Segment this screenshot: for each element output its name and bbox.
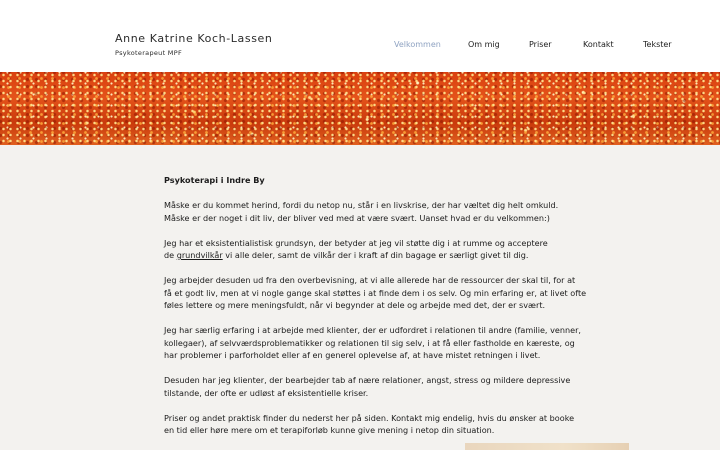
text-line: en tid eller høre mere om et terapiforløb kunne give mening i netop din situation.	[164, 425, 495, 435]
nav-item-velkommen[interactable]: Velkommen	[394, 40, 441, 49]
main-nav	[0, 40, 720, 54]
nav-item-tekster[interactable]: Tekster	[643, 40, 672, 49]
text-line: kollegaer), af selvværdsproblematikker og relationen til sig selv, i at få eller fastholde en kæreste, og	[164, 337, 575, 348]
text-fragment: vi alle deler, samt de vilkår der i kraft af din bagage er særligt givet til dig.	[222, 250, 529, 260]
site-header	[0, 0, 720, 72]
text-line: Priser og andet praktisk finder du nederst her på siden. Kontakt mig endelig, hvis du ønsker at booke	[164, 412, 575, 423]
text-line: Jeg arbejder desuden ud fra den overbevisning, at vi alle allerede har de ressourcer der skal til, for at	[164, 275, 576, 285]
text-line: føles lettere og mere meningsfuldt, når vi begynder at dele og arbejde med det, der er svært.	[164, 300, 546, 310]
text-line: Desuden har jeg klienter, der bearbejder tab af nære relationer, angst, stress og mildere depressive	[164, 375, 571, 385]
paragraph-erfaring	[164, 324, 584, 362]
text-line: Jeg har et eksistentialistisk grundsyn, der betyder at jeg vil støtte dig i at rumme og acceptere	[164, 237, 548, 248]
site-title[interactable]: Anne Katrine Koch-Lassen	[115, 32, 273, 45]
text-line: Måske er der noget i dit liv, der bliver ved med at være svært. Uanset hvad er du velkommen:)	[164, 212, 550, 223]
paragraph-klienter	[164, 374, 584, 399]
nav-item-om-mig[interactable]: Om mig	[468, 40, 500, 49]
text-fragment: de	[164, 250, 177, 260]
grundvilkar-link[interactable]: grundvilkår	[176, 250, 223, 260]
paragraph-ressourcer	[164, 274, 587, 312]
page-heading: Psykoterapi i Indre By	[164, 175, 265, 185]
paragraph-intro	[164, 199, 584, 224]
text-line: få et godt liv, men at vi nogle gange skal støttes i at finde dem i os selv. Og min erfaring er, at livet ofte	[164, 287, 587, 298]
paragraph-grundsyn	[164, 237, 584, 262]
nav-item-kontakt[interactable]: Kontakt	[583, 40, 614, 49]
glitter-banner-image	[0, 72, 720, 145]
nav-item-priser[interactable]: Priser	[529, 40, 552, 49]
text-line: har problemer i parforholdet eller af en generel oplevelse af, at have mistet retningen i livet.	[164, 350, 541, 360]
paragraph-kontakt	[164, 412, 584, 437]
portrait-photo	[465, 443, 629, 450]
main-content	[164, 174, 587, 449]
text-line: tilstande, der ofte er udløst af eksistentielle kriser.	[164, 387, 369, 398]
text-line: Måske er du kommet herind, fordi du netop nu, står i en livskrise, der har væltet dig helt omkuld.	[164, 200, 559, 210]
text-line: Jeg har særlig erfaring i at arbejde med klienter, der er udfordret i relationen til andre (familie, venner,	[164, 325, 581, 335]
glitter-texture	[0, 72, 720, 145]
site-subtitle: Psykoterapeut MPF	[115, 49, 182, 57]
